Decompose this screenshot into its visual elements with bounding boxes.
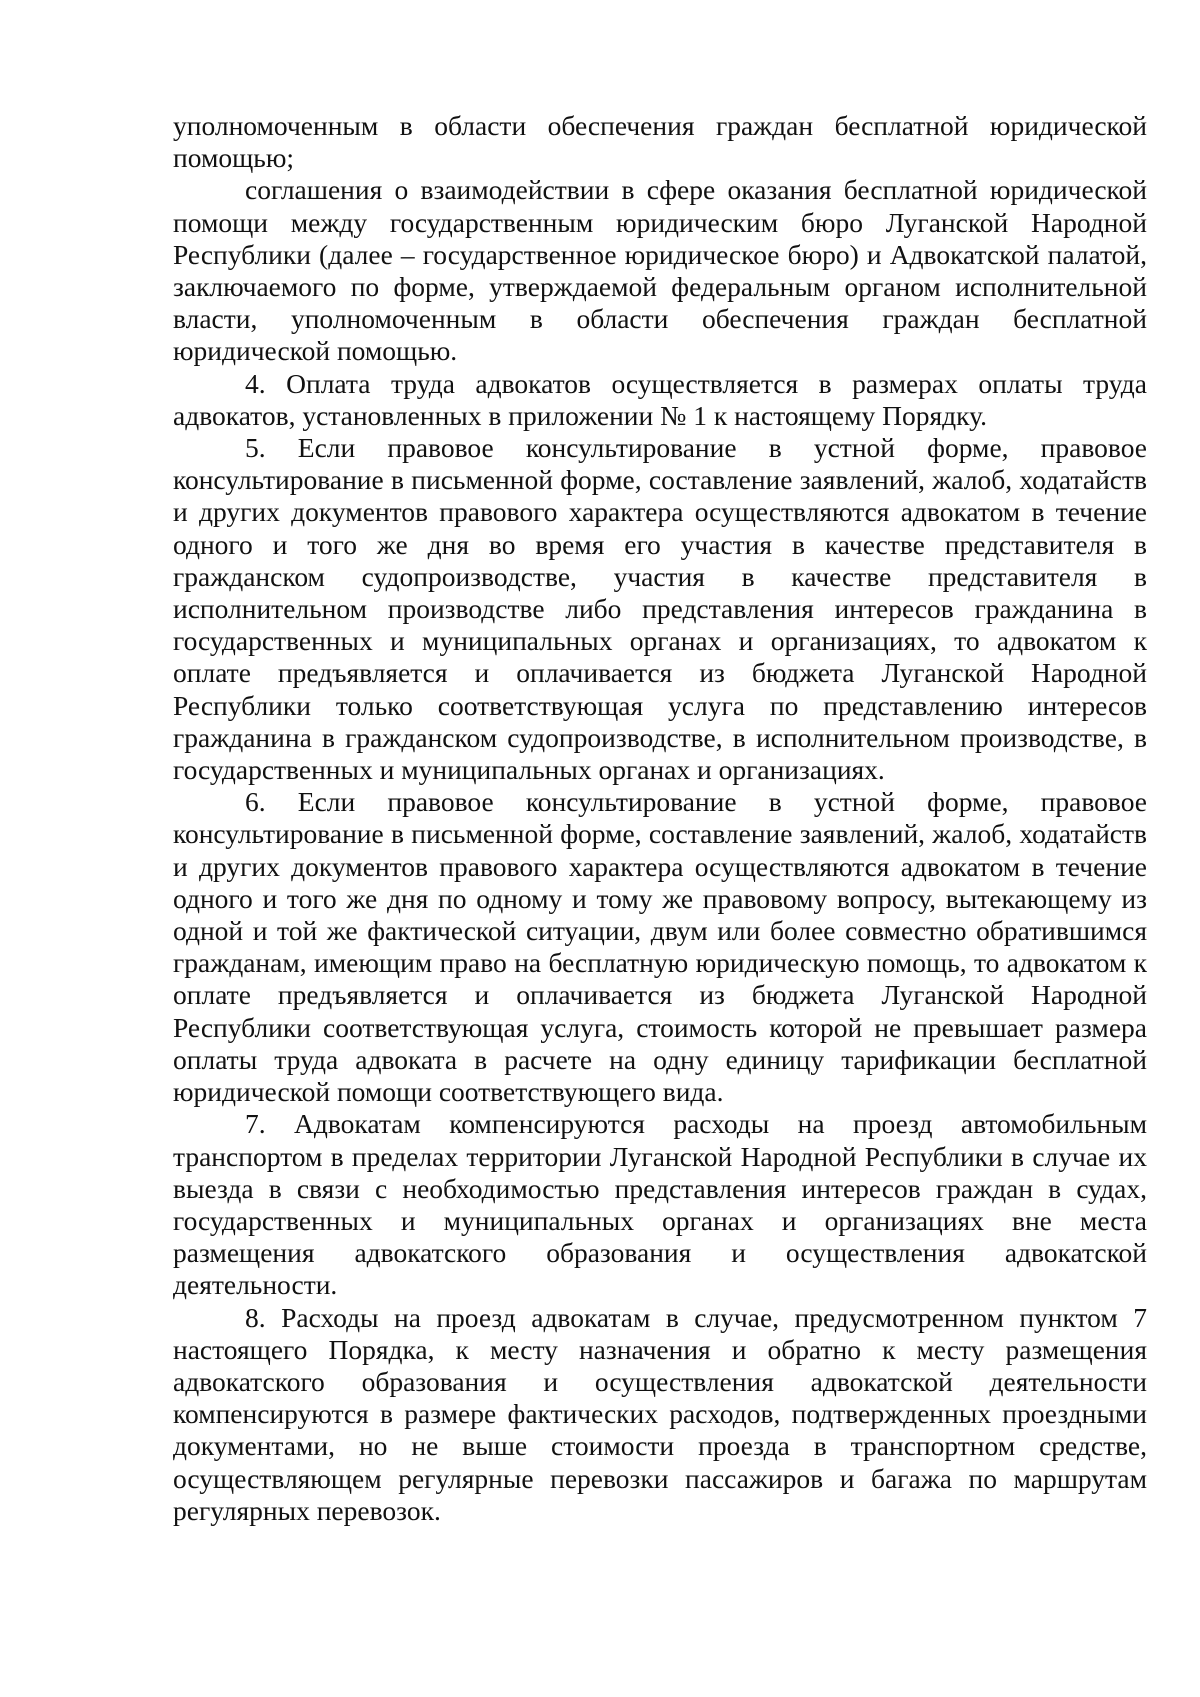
- paragraph-item-5: 5. Если правовое консультирование в устной форме, правовое консультирование в письменной форме, составление заявлений, жалоб, ходатайств и других документов правового характера осуществляются адвокатом в течение одного и того же дня во время его участия в качестве представителя в гражданском судопроизводстве, участия в качестве представителя в исполнительном производстве либо представления интересов гражданина в государственных и муниципальных органах и организациях, то адвокатом к оплате предъявляется и оплачивается из бюджета Луганской Народной Республики только соответствующая услуга по представлению интересов гражданина в гражданском судопроизводстве, в исполнительном производстве, в государственных и муниципальных органах и организациях.: [173, 432, 1147, 786]
- paragraph-continuation: уполномоченным в области обеспечения граждан бесплатной юридической помощью;: [173, 110, 1147, 174]
- paragraph-item-7: 7. Адвокатам компенсируются расходы на проезд автомобильным транспортом в пределах территории Луганской Народной Республики в случае их выезда в связи с необходимостью представления интересов граждан в судах, государственных и муниципальных органах и организациях вне места размещения адвокатского образования и осуществления адвокатской деятельности.: [173, 1108, 1147, 1301]
- paragraph-item-4: 4. Оплата труда адвокатов осуществляется в размерах оплаты труда адвокатов, установленных в приложении № 1 к настоящему Порядку.: [173, 367, 1147, 431]
- paragraph-agreement: соглашения о взаимодействии в сфере оказания бесплатной юридической помощи между государственным юридическим бюро Луганской Народной Республики (далее – государственное юридическое бюро) и Адвокатской палатой, заключаемого по форме, утверждаемой федеральным органом исполнительной власти, уполномоченным в области обеспечения граждан бесплатной юридической помощью.: [173, 174, 1147, 367]
- paragraph-item-6: 6. Если правовое консультирование в устной форме, правовое консультирование в письменной форме, составление заявлений, жалоб, ходатайств и других документов правового характера осуществляются адвокатом в течение одного и того же дня по одному и тому же правовому вопросу, вытекающему из одной и той же фактической ситуации, двум или более совместно обратившимся гражданам, имеющим право на бесплатную юридическую помощь, то адвокатом к оплате предъявляется и оплачивается из бюджета Луганской Народной Республики соответствующая услуга, стоимость которой не превышает размера оплаты труда адвоката в расчете на одну единицу тарификации бесплатной юридической помощи соответствующего вида.: [173, 786, 1147, 1108]
- document-page: [173, 110, 1147, 1527]
- paragraph-item-8: 8. Расходы на проезд адвокатам в случае, предусмотренном пунктом 7 настоящего Порядка, к месту назначения и обратно к месту размещения адвокатского образования и осуществления адвокатской деятельности компенсируются в размере фактических расходов, подтвержденных проездными документами, но не выше стоимости проезда в транспортном средстве, осуществляющем регулярные перевозки пассажиров и багажа по маршрутам регулярных перевозок.: [173, 1301, 1147, 1526]
